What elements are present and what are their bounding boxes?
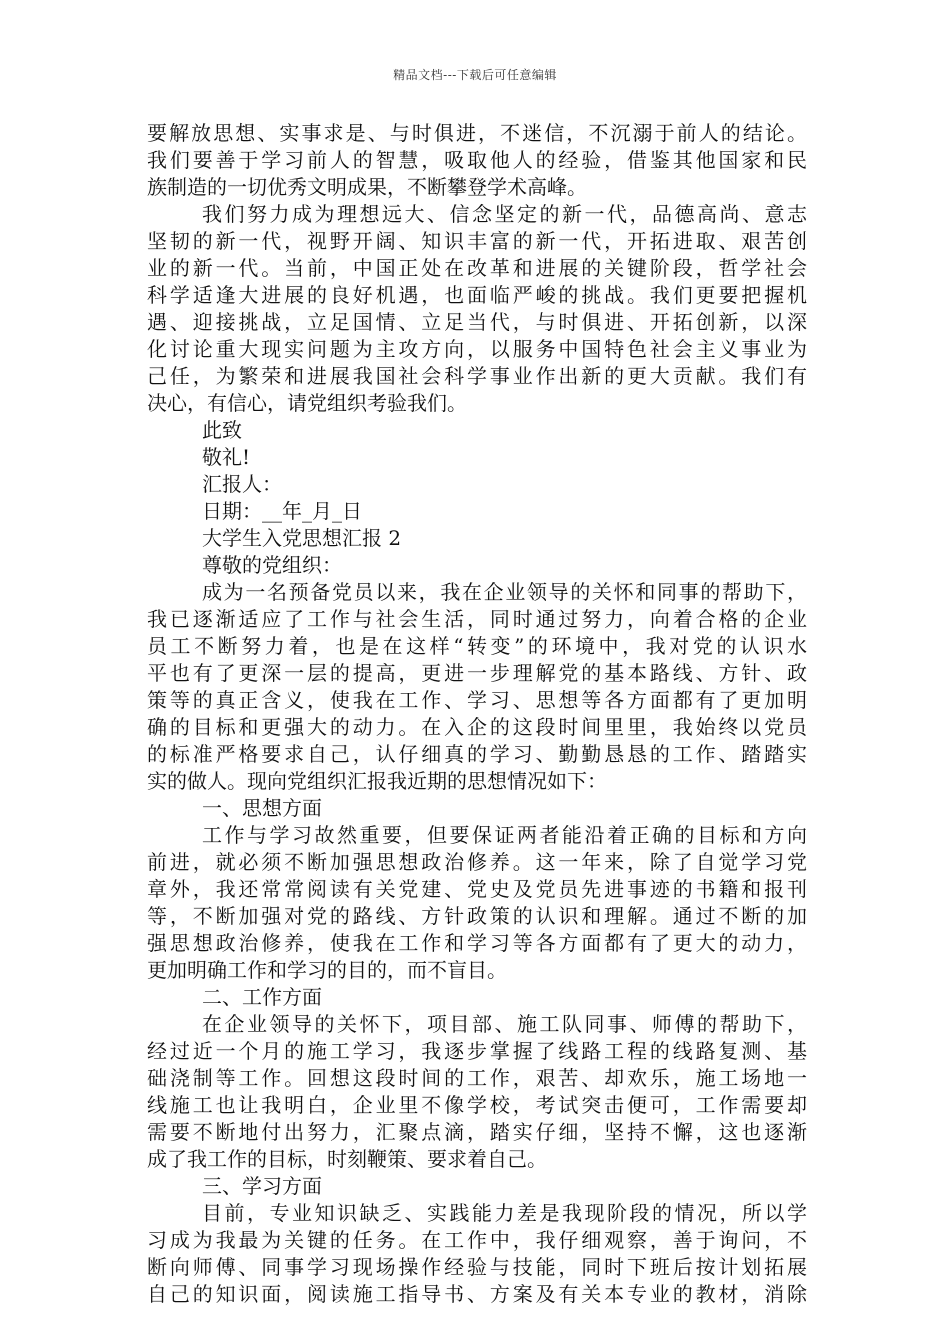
heading-line — [147, 1173, 807, 1200]
text-line: 日期：__年_月_日 — [202, 499, 362, 523]
page-header: 精品文档---下载后可任意编辑 — [393, 68, 557, 82]
text-line: 敬礼! — [202, 445, 251, 469]
text-line: 大学生入党思想汇报 2 — [202, 526, 402, 550]
heading-line — [147, 984, 807, 1011]
text-line: 经过近一个月的施工学习，我逐步掌握了线路工程的线路复测、基 — [147, 1039, 807, 1063]
text-line: 坚韧的新一代，视野开阔、知识丰富的新一代，开拓进取、艰苦创 — [147, 229, 807, 253]
text-line: 汇报人： — [202, 472, 282, 496]
text-line: 策等的真正含义，使我在工作、学习、思想等各方面都有了更加明 — [147, 688, 807, 712]
text-line: 决心，有信心，请党组织考验我们。 — [147, 391, 467, 415]
text-line: 要解放思想、实事求是、与时俱进，不迷信，不沉溺于前人的结论。 — [147, 121, 807, 145]
text-line: 尊敬的党组织： — [202, 553, 342, 577]
heading-line — [147, 444, 807, 471]
paragraph — [147, 201, 807, 417]
text-line: 我们要善于学习前人的智慧，吸取他人的经验，借鉴其他国家和民 — [147, 148, 807, 172]
text-line: 此致 — [202, 418, 242, 442]
text-line: 工作与学习故然重要，但要保证两者能沿着正确的目标和方向 — [202, 823, 807, 847]
document-body — [147, 120, 807, 1308]
paragraph — [147, 1200, 807, 1308]
heading-line — [147, 498, 807, 525]
text-line: 强思想政治修养，使我在工作和学习等各方面都有了更大的动力， — [147, 931, 807, 955]
text-line: 习成为我最为关键的任务。在工作中，我仔细观察，善于询问，不 — [147, 1228, 807, 1252]
text-line: 础浇制等工作。回想这段时间的工作，艰苦、却欢乐，施工场地一 — [147, 1066, 807, 1090]
text-line: 实的做人。现向党组织汇报我近期的思想情况如下： — [147, 769, 607, 793]
text-line: 断向师傅、同事学习现场操作经验与技能，同时下班后按计划拓展 — [147, 1255, 807, 1279]
text-line: 业的新一代。当前，中国正处在改革和进展的关键阶段，哲学社会 — [147, 256, 807, 280]
paragraph — [147, 822, 807, 984]
text-line: 成了我工作的目标，时刻鞭策、要求着自己。 — [147, 1147, 547, 1171]
text-line: 员工不断努力着，也是在这样“转变”的环境中，我对党的认识水 — [147, 634, 807, 658]
heading-line — [147, 471, 807, 498]
heading-line — [147, 552, 807, 579]
text-line: 章外，我还常常阅读有关党建、党史及党员先进事迹的书籍和报刊 — [147, 877, 807, 901]
text-line: 成为一名预备党员以来，我在企业领导的关怀和同事的帮助下， — [202, 580, 807, 604]
text-line: 遇、迎接挑战，立足国情、立足当代，与时俱进、开拓创新，以深 — [147, 310, 807, 334]
text-line: 我已逐渐适应了工作与社会生活，同时通过努力，向着合格的企业 — [147, 607, 807, 631]
text-line: 在企业领导的关怀下，项目部、施工队同事、师傅的帮助下， — [202, 1012, 807, 1036]
paragraph — [147, 120, 807, 201]
text-line: 族制造的一切优秀文明成果，不断攀登学术高峰。 — [147, 175, 587, 199]
text-line: 需要不断地付出努力，汇聚点滴，踏实仔细，坚持不懈，这也逐渐 — [147, 1120, 807, 1144]
text-line: 更加明确工作和学习的目的，而不盲目。 — [147, 958, 507, 982]
heading-line — [147, 417, 807, 444]
text-line: 线施工也让我明白，企业里不像学校，考试突击便可，工作需要却 — [147, 1093, 807, 1117]
text-line: 确的目标和更强大的动力。在入企的这段时间里里，我始终以党员 — [147, 715, 807, 739]
paragraph — [147, 1011, 807, 1173]
text-line: 己任，为繁荣和进展我国社会科学事业作出新的更大贡献。我们有 — [147, 364, 807, 388]
text-line: 等，不断加强对党的路线、方针政策的认识和理解。通过不断的加 — [147, 904, 807, 928]
text-line: 自己的知识面，阅读施工指导书、方案及有关本专业的教材，消除 — [147, 1282, 807, 1306]
text-line: 平也有了更深一层的提高，更进一步理解党的基本路线、方针、政 — [147, 661, 807, 685]
text-line: 我们努力成为理想远大、信念坚定的新一代，品德高尚、意志 — [202, 202, 807, 226]
text-line: 三、学习方面 — [202, 1174, 322, 1198]
heading-line — [147, 525, 807, 552]
text-line: 二、工作方面 — [202, 985, 322, 1009]
text-line: 科学适逢大进展的良好机遇，也面临严峻的挑战。我们更要把握机 — [147, 283, 807, 307]
text-line: 目前，专业知识缺乏、实践能力差是我现阶段的情况，所以学 — [202, 1201, 807, 1225]
text-line: 化讨论重大现实问题为主攻方向，以服务中国特色社会主义事业为 — [147, 337, 807, 361]
paragraph — [147, 579, 807, 795]
heading-line — [147, 795, 807, 822]
text-line: 的标准严格要求自己，认仔细真的学习、勤勤恳恳的工作、踏踏实 — [147, 742, 807, 766]
text-line: 前进，就必须不断加强思想政治修养。这一年来，除了自觉学习党 — [147, 850, 807, 874]
text-line: 一、思想方面 — [202, 796, 322, 820]
